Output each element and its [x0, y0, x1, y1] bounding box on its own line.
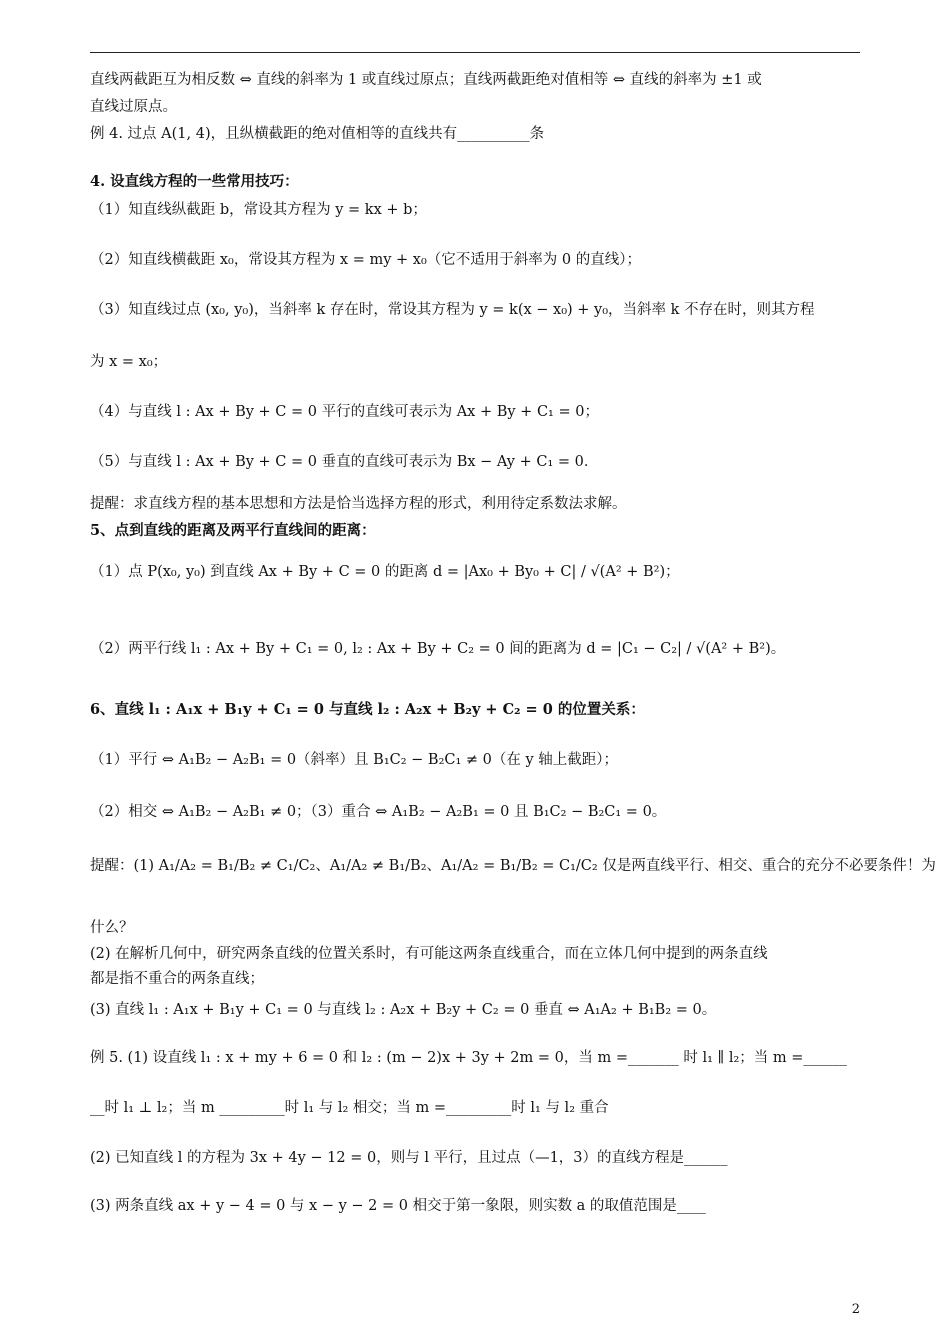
text-line: （1）平行 ⇔ A₁B₂ − A₂B₁ = 0（斜率）且 B₁C₂ − B₂C₁ ≠ 0（在 y 轴上截距）； [90, 752, 619, 768]
text-line: （3）知直线过点 (x₀, y₀)，当斜率 k 存在时，常设其方程为 y = k(x − x₀) + y₀，当斜率 k 不存在时，则其方程 [90, 302, 815, 318]
text-line: 直线两截距互为相反数 ⇔ 直线的斜率为 1 或直线过原点；直线两截距绝对值相等 ⇔ 直线的斜率为 ±1 或 [90, 72, 762, 88]
text-line: 提醒：(1) A₁/A₂ = B₁/B₂ ≠ C₁/C₂、A₁/A₂ ≠ B₁/B₂、A₁/A₂ = B₁/B₂ = C₁/C₂ 仅是两直线平行、相交、重合的充分不必要条件！为 [90, 858, 936, 874]
text-line: （1）知直线纵截距 b，常设其方程为 y = kx + b； [90, 202, 427, 218]
text-line: （5）与直线 l : Ax + By + C = 0 垂直的直线可表示为 Bx − Ay + C₁ = 0． [90, 454, 599, 470]
text-line: 例 4. 过点 A(1, 4)，且纵横截距的绝对值相等的直线共有__________条 [90, 126, 545, 142]
text-line: （4）与直线 l : Ax + By + C = 0 平行的直线可表示为 Ax + By + C₁ = 0； [90, 404, 599, 420]
text-line: 4. 设直线方程的一些常用技巧： [90, 173, 299, 190]
text-line: 例 5. (1) 设直线 l₁ : x + my + 6 = 0 和 l₂ : (m − 2)x + 3y + 2m = 0，当 m =_______ 时 l₁ ∥ l₂；当 m =______ [90, 1050, 847, 1066]
text-line: (3) 直线 l₁ : A₁x + B₁y + C₁ = 0 与直线 l₂ : A₂x + B₂y + C₂ = 0 垂直 ⇔ A₁A₂ + B₁B₂ = 0。 [90, 1002, 717, 1018]
text-line: 5、点到直线的距离及两平行直线间的距离： [90, 522, 376, 539]
text-line: 什么？ [90, 920, 134, 936]
text-line: (3) 两条直线 ax + y − 4 = 0 与 x − y − 2 = 0 相交于第一象限，则实数 a 的取值范围是____ [90, 1198, 706, 1214]
text-line: 都是指不重合的两条直线； [90, 971, 264, 987]
text-line: （2）相交 ⇔ A₁B₂ − A₂B₁ ≠ 0；（3）重合 ⇔ A₁B₂ − A₂B₁ = 0 且 B₁C₂ − B₂C₁ = 0。 [90, 804, 667, 820]
text-line: 6、直线 l₁ : A₁x + B₁y + C₁ = 0 与直线 l₂ : A₂x + B₂y + C₂ = 0 的位置关系： [90, 701, 645, 718]
text-line: (2) 已知直线 l 的方程为 3x + 4y − 12 = 0，则与 l 平行，且过点（—1，3）的直线方程是______ [90, 1150, 728, 1166]
text-line: 直线过原点。 [90, 99, 177, 115]
header-rule [90, 52, 860, 53]
text-line: (2) 在解析几何中，研究两条直线的位置关系时，有可能这两条直线重合，而在立体几何中提到的两条直线 [90, 946, 768, 962]
text-line: （2）两平行线 l₁ : Ax + By + C₁ = 0, l₂ : Ax + By + C₂ = 0 间的距离为 d = |C₁ − C₂| / √(A² + B²)。 [90, 641, 786, 657]
text-line: （1）点 P(x₀, y₀) 到直线 Ax + By + C = 0 的距离 d = |Ax₀ + By₀ + C| / √(A² + B²)； [90, 564, 680, 580]
text-line: 为 x = x₀； [90, 354, 168, 370]
text-line: 提醒：求直线方程的基本思想和方法是恰当选择方程的形式，利用待定系数法求解。 [90, 496, 627, 512]
text-line: （2）知直线横截距 x₀，常设其方程为 x = my + x₀（它不适用于斜率为 0 的直线）； [90, 252, 641, 268]
text-line: __时 l₁ ⊥ l₂；当 m _________时 l₁ 与 l₂ 相交；当 m =_________时 l₁ 与 l₂ 重合 [90, 1100, 609, 1116]
page-number: 2 [851, 1302, 860, 1317]
